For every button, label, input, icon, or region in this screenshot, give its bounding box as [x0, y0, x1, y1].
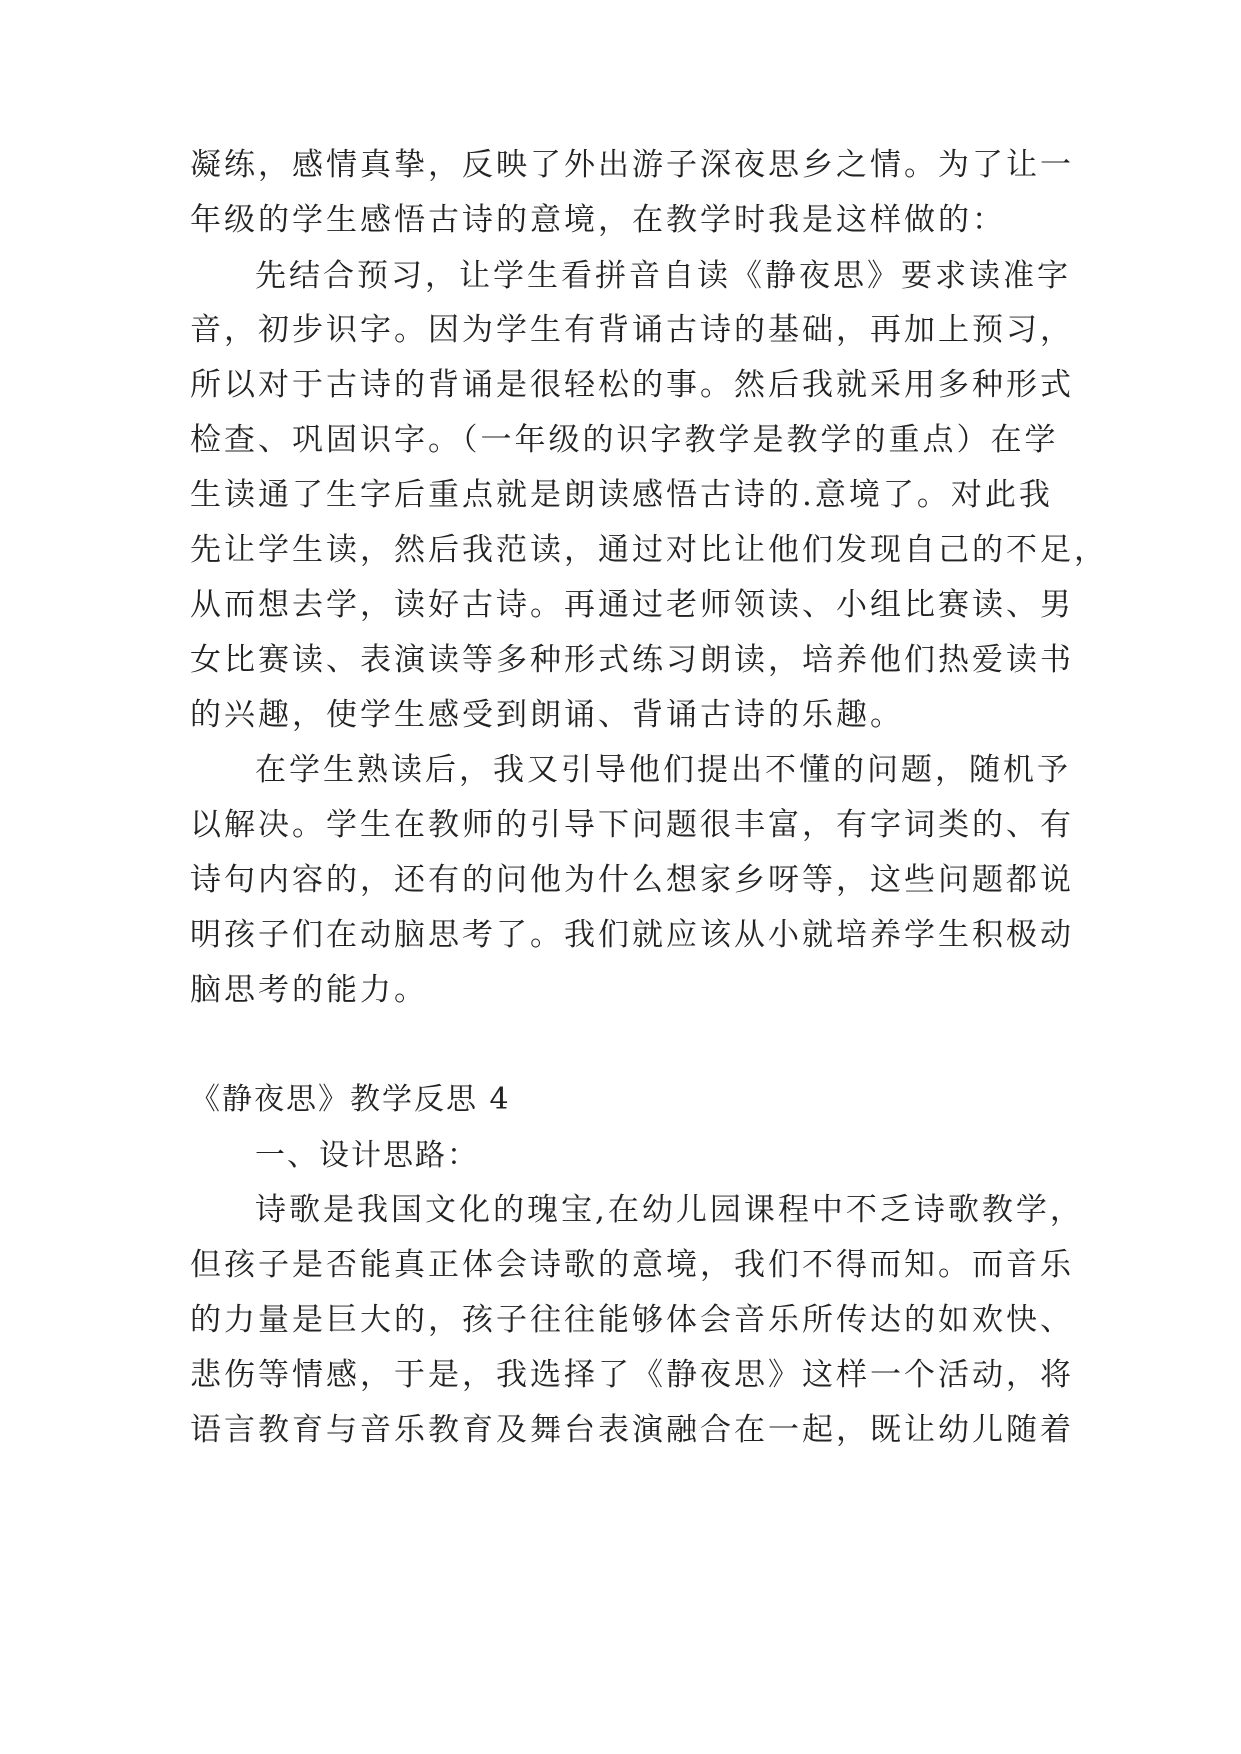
paragraph-line: 语言教育与音乐教育及舞台表演融合在一起，既让幼儿随着	[190, 1412, 1074, 1448]
paragraph-line: 以解决。学生在教师的引导下问题很丰富，有字词类的、有	[190, 807, 1074, 843]
paragraph-line: 凝练，感情真挚，反映了外出游子深夜思乡之情。为了让一	[190, 147, 1074, 183]
paragraph-line: 从而想去学，读好古诗。再通过老师领读、小组比赛读、男	[190, 587, 1074, 623]
paragraph-line: 诗歌是我国文化的瑰宝,在幼儿园课程中不乏诗歌教学，	[255, 1192, 1084, 1228]
paragraph-line: 先让学生读，然后我范读，通过对比让他们发现自己的不足，	[190, 532, 1108, 568]
paragraph-line: 音，初步识字。因为学生有背诵古诗的基础，再加上预习，	[190, 312, 1074, 348]
paragraph-line: 明孩子们在动脑思考了。我们就应该从小就培养学生积极动	[190, 917, 1074, 953]
paragraph-line: 年级的学生感悟古诗的意境，在教学时我是这样做的：	[190, 202, 1006, 238]
paragraph-line: 但孩子是否能真正体会诗歌的意境，我们不得而知。而音乐	[190, 1247, 1074, 1283]
paragraph-line: 的力量是巨大的，孩子往往能够体会音乐所传达的如欢快、	[190, 1302, 1074, 1338]
section-title: 《静夜思》教学反思 4	[190, 1082, 511, 1117]
paragraph-line: 女比赛读、表演读等多种形式练习朗读，培养他们热爱读书	[190, 642, 1074, 678]
paragraph-line: 所以对于古诗的背诵是很轻松的事。然后我就采用多种形式	[190, 367, 1074, 403]
paragraph-line: 悲伤等情感，于是，我选择了《静夜思》这样一个活动，将	[190, 1357, 1074, 1393]
paragraph-line: 脑思考的能力。	[190, 972, 428, 1008]
paragraph-line: 的兴趣，使学生感受到朗诵、背诵古诗的乐趣。	[190, 697, 904, 733]
paragraph-line: 检查、巩固识字。（一年级的识字教学是教学的重点）在学	[190, 422, 1059, 458]
paragraph-line: 生读通了生字后重点就是朗读感悟古诗的.意境了。对此我	[190, 477, 1053, 513]
paragraph-line: 诗句内容的，还有的问他为什么想家乡呀等，这些问题都说	[190, 862, 1074, 898]
paragraph-line: 在学生熟读后，我又引导他们提出不懂的问题，随机予	[255, 752, 1071, 788]
paragraph-line: 先结合预习，让学生看拼音自读《静夜思》要求读准字	[255, 258, 1071, 294]
section-subheading: 一、设计思路：	[255, 1138, 479, 1173]
